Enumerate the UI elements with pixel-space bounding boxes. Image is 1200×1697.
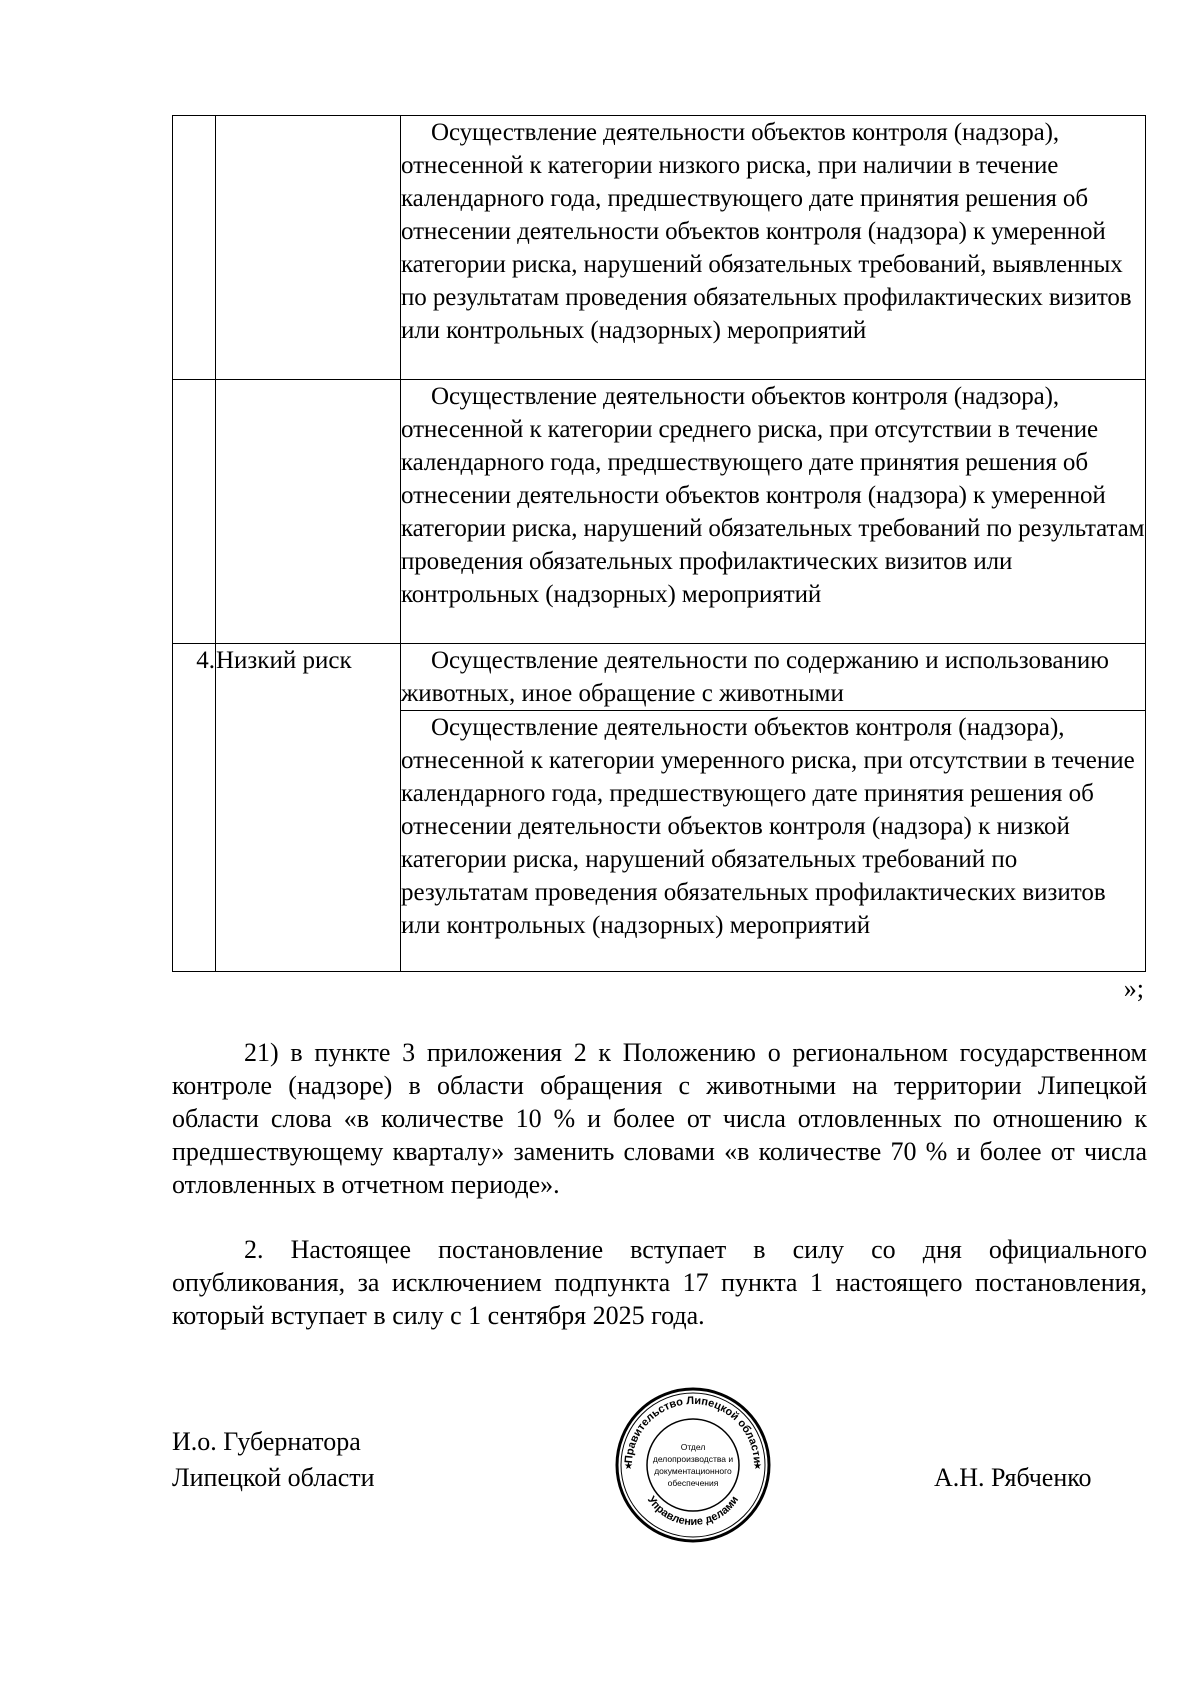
- criterion-text: Осуществление деятельности объектов контроля (надзора), отнесенной к категории низкого риска, при наличии в течение календарного года, предшествующего дате принятия решения об отнесении деятельности объектов контроля (надзора) к умеренной категории риска, нарушений обязательных требований, выявленных по результатам проведения обязательных профилактических визитов или контрольных (надзорных) мероприятий: [401, 119, 1132, 344]
- table-cell-criterion: [401, 116, 1146, 380]
- svg-text:Отдел: Отдел: [680, 1442, 706, 1452]
- svg-text:Правительство Липецкой области: Правительство Липецкой области: [622, 1394, 764, 1464]
- criterion-text: Осуществление деятельности по содержанию и использованию животных, иное обращение с животными: [401, 647, 1109, 707]
- signatory-title-line: И.о. Губернатора: [172, 1427, 361, 1456]
- svg-text:документационного: документационного: [654, 1466, 732, 1476]
- criterion-text: Осуществление деятельности объектов контроля (надзора), отнесенной к категории среднего риска, при отсутствии в течение календарного года, предшествующего дате принятия решения об отнесении деятельности объектов контроля (надзора) к умеренной категории риска, нарушений обязательных требований по результатам проведения обязательных профилактических визитов или контрольных (надзорных) мероприятий: [401, 383, 1145, 608]
- table-cell-criterion: [401, 380, 1146, 644]
- table-cell-criterion: [401, 644, 1146, 711]
- table-row: [173, 380, 1146, 644]
- paragraph-item-2: 2. Настоящее постановление вступает в силу со дня официального опубликования, за исключением подпункта 17 пункта 1 настоящего постановления, который вступает в силу с 1 сентября 2025 года.: [172, 1235, 1147, 1330]
- paragraph-item-21: 21) в пункте 3 приложения 2 к Положению о региональном государственном контроле (надзоре) в области обращения с животными на территории Липецкой области слова «в количестве 10 % и более от числа отловленных по отношению к предшествующему кварталу» заменить словами «в количестве 70 % и более от числа отловленных в отчетном периоде».: [172, 1038, 1147, 1199]
- signatory-title: [172, 1424, 375, 1496]
- table-cell-number: 4.: [173, 644, 216, 972]
- table-cell-criterion: [401, 711, 1146, 972]
- table-row: [173, 644, 1146, 711]
- table-cell-number: [173, 116, 216, 380]
- seal-icon: [614, 1386, 772, 1544]
- closing-quote: »;: [1123, 974, 1144, 1003]
- table-cell-risk-level: [216, 116, 401, 380]
- table-cell-risk-level: Низкий риск: [216, 644, 401, 972]
- criterion-text: Осуществление деятельности объектов контроля (надзора), отнесенной к категории умеренного риска, при отсутствии в течение календарного года, предшествующего дате принятия решения об отнесении деятельности объектов контроля (надзора) к низкой категории риска, нарушений обязательных требований по результатам проведения обязательных профилактических визитов или контрольных (надзорных) мероприятий: [401, 714, 1135, 939]
- table-cell-risk-level: [216, 380, 401, 644]
- signatory-title-line: Липецкой области: [172, 1463, 375, 1492]
- svg-text:★: ★: [624, 1461, 633, 1472]
- risk-categories-table: [172, 115, 1146, 972]
- svg-text:обеспечения: обеспечения: [667, 1478, 719, 1488]
- official-seal: [614, 1386, 772, 1544]
- table-row: [173, 116, 1146, 380]
- svg-text:★: ★: [753, 1461, 762, 1472]
- signatory-name: А.Н. Рябченко: [934, 1463, 1092, 1492]
- svg-text:Управление делами: Управление делами: [644, 1494, 742, 1529]
- table-cell-number: [173, 380, 216, 644]
- svg-text:делопроизводства и: делопроизводства и: [652, 1454, 734, 1464]
